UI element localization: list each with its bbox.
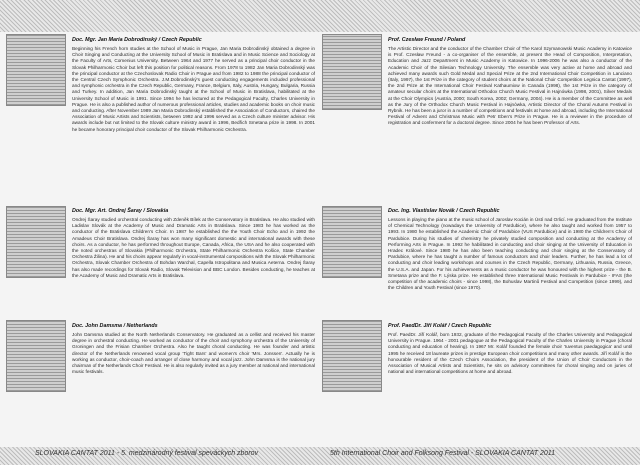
juror-name: Doc. Mgr. Art. Ondrej Šaray / Slovakia [72, 208, 169, 214]
juror-photo-freund [322, 34, 382, 110]
juror-bio: Lessons in playing the piano at the music school of Jaroslav Kocián in Ústí nad Orlicí. He graduated from the Institute of Chemical Technology (nowadays the University of Pardubice), where he also taught and worked from 1957 to 1993. In 1980 he established the Academic Choir of Pardubice (VUS Pardubice) and in 1980 the Children's Choir of Pardubice. During his studies of chemistry he privately studied composition and conducting at the Academy of Performing Arts in Prague. In 1992 he habilitated in conducting and choir singing at the University of Education in Hradec Králové. Since 1980 he has also been teaching conducting and choir singing at the Conservatory of Pardubice, where he has taught a number of famous conductors and choir leaders. Further, he has lead a lot of conducting and choir leading workshops and courses in the Czech Republic, Germany, Lithuania, Russia, Greece, the U.S.A. and Japan. For his achievements as a music conductor he was honoured with the highest prize - the B. Smetana prize and the F. Lýska prize. He established three International Music Festivals in Pardubice - IFAS (the competition of the academic choirs - since 1998), the Bohuslav Martinů Festival and Competition (since 1999), and the Children and Youth Festival (since 1970). [388, 217, 632, 291]
juror-bio: John Damsma studied at the North Netherlands Conservatory. He graduated as a cellist and received his master degree in orchestral conducting. He worked as conductor of the choir and symphony orchestra of the University of Groningen and the Frisian Chamber Orchestra. Also he taught choral conducting. He was founder and artistic director of the Netherlands renowned vocal group 'Tight Bars' and women's choir 'Mrs. Jonssen'. Actually he is working as conductor, choir-coach and arranger of close harmony and vocal jazz. John Damsma is the national jury chairman of the Netherlands Choir Festival. He is also regularly invited as a jury member at national and international music festivals. [72, 332, 315, 375]
juror-bio: Beginning his French horn studies at the School of Music in Prague, Jan Maria Dobrodinský obtained a degree in Choir Singing and Conducting at the University School of Music in Bratislava and in Music Science and Sociology at the Faculty of Arts, Comenius University. Between 1964 and 1977 he served as a principal choir conductor in the Slovak Philharmonic Choir but left this position for political reasons. From 1978 to 1982 Jan Maria Dobrodinský was the principal conductor at the Czechoslovak Radio Choir in Prague and from 1982 to 1988 the principal conductor of the Central Czech Symphonic Orchestra. J.M.Dobrodinský's guest conducting engagements included professional and symphonic orchestra in the Czech Republic, Germany, France, Belgium, Italy, Austria, Hungary, Bulgaria, Russia and Turkey. In addition, Jan Maria Dobrodinský taught at the School of Music in Bratislava, habilitated at the University School of Music in 1991. Since 1994 he has lectured at the Pedagogical Faculty, Charles University in Prague. He is also a published author of numerous professional articles, studies and academic books on choir music and conducting. After November 1989 Jan Maria Dobrodinský established the Association of Conductors, chaired the Association of Music Artists and Scientists, between 1992 and 1996 served as a Czech culture minister advisor. His awards include but not limited to the Slovak culture ministry award in 1996, Bedřich Smetana prize in 1998. In 2001 he became honorary principal choir conductor of the Slovak Philharmonic Orchestra. [72, 46, 315, 132]
juror-photo-kolar [322, 320, 382, 392]
juror-name: Doc. John Damsma / Netherlands [72, 323, 158, 329]
juror-bio: Ondrej Šaray studied orchestral conducting with Zdeněk Bílek at the Conservatory in Bratislava. He also studied with Ladislav Slovák at the Academy of Music and Dramatic Arts in Bratislava. Since 1983 he has worked as the conductor of the Bratislava Children's Choir. In 1987 he established the the Youth Choir Echo and in 1992 the Amadeus Choir Bratislava. Ondrej Šaray has won many significant domestic and international awards with these choirs. As a conductor, he has performed throughout Europe, Canada, Africa, the USA and he also cooperated with the noted orchestras of Slovakia (Philharmonic Orchestra, State Philharmonic Orchestra Košice, State Chamber Orchestra Žilina). He and his choirs appear regularly in vocal-instrumental compositions with the Slovak Philharmonic Orchestra, Slovak Chamber Orchestra of Bohdan Warchal, Capella Istropolitana and Musica Aeterna. Ondrej Šaray has also made recordings for Slovak Radio, Slovak Television and BBC London. Besides conducting, he teaches at the Academy of Music and Dramatic Arts in Bratislava. [72, 217, 315, 278]
juror-bio: Prof. PaedDr. Jiří Kolář, born 1932, graduate of the Pedagogical Faculty of the Charles University and Pedagogical University in Prague. 1964 - 2001 pedagogue at the Pedagogical Faculty of the Charles University in Prague (choral conducting and education of hearing). In 1967 Mr. Kolář founded the female choir 'Iuventus paedagogica' and until 1995 he received 18 laureate prizes in prestige European choir competitions and many other awards. Jiří Kolář is the honourable resident of the Czech Choirs Association, the president of the Union of Choir Conductors in the Association of Musical Artists and Scientists, he sits on advisory committees for choral singing and on juries of national and international competitions at home and abroad. [388, 332, 632, 375]
juror-photo-dobrodinsky [6, 34, 66, 106]
juror-name: Doc. Ing. Vlastislav Novák / Czech Republic [388, 208, 500, 214]
juror-photo-novak [322, 206, 382, 278]
juror-bio: The Artistic Director and the conductor of the Chamber Choir of The Karol Szymanowski Music Academy in Katowice is Prof. Czesław Freund - a co-organiser of the ensemble, at present the Head of Composition, Interpretation, Education and Jazz Department in Music Academy in Katowice. In 1996-2006 he was also a conductor of the Academic Choir of the Silesian Technology University. The ensemble was very active at home and abroad and achieved many awards such Gold Medal and Special Prize at the 2nd International Choir Competition in Lanciano (Italy, 1997), the 1st Prize in the category of student choirs at the National Choir Competition Legnica Cantat (1997), the 2nd Prize at the International Choir Festival Kathaumixw in Canada (1998), the 1st Prize in the category of amateur secular choirs at the International Orthodox Church Music Festival in Hajnówka (1998, 2001), Silver Medals at the Choir Olympics (Austria, 2000; South Korea, 2002; Germany, 2004). He is a member of the Committee as well as the Jury of the Orthodox Church Music Festival in Hajnówka, Artistic Director of the Choral Autumn Festival in Rybnik. He has been a juror in a number of competitions and festivals at home and abroad, including the International Festival of Advent and Christmas Music with Petr Eben's Prize in Prague. He is a reviewer in the procedure of registration and conferment for a doctoral degree. Since 2004 he has been Professor of Arts. [388, 46, 632, 126]
juror-name: Prof. Czesław Freund / Poland [388, 37, 466, 43]
juror-name: Prof. PaedDr. Jiří Kolář / Czech Republic [388, 323, 492, 329]
footer-left-text: SLOVAKIA CANTAT 2011 - 5. medzinárodný festival speváckych zborov [35, 450, 259, 457]
juror-photo-damsma [6, 320, 66, 392]
juror-name: Doc. Mgr. Jan Maria Dobrodinský / Czech Republic [72, 37, 202, 43]
header-decoration [0, 0, 640, 32]
footer-right-text: 5th International Choir and Folksong Festival - SLOVAKIA CANTAT 2011 [330, 450, 556, 457]
juror-photo-saray [6, 206, 66, 278]
